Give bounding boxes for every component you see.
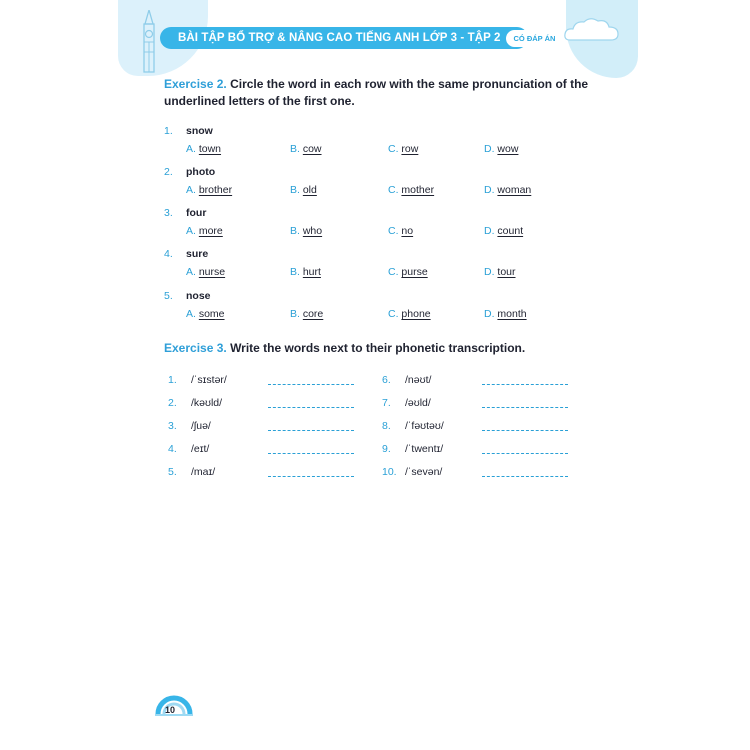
- option-d[interactable]: D. woman: [484, 184, 532, 196]
- option-a[interactable]: A. brother: [186, 184, 233, 196]
- phonetic-text: /eɪt/: [191, 443, 210, 455]
- option-c[interactable]: C. phone: [388, 308, 431, 320]
- option-b[interactable]: B. who: [290, 225, 323, 237]
- item-number: 9.: [382, 443, 391, 455]
- phonetic-text: /ˈsevən/: [405, 466, 443, 478]
- phonetic-text: /ˈsɪstər/: [191, 374, 227, 386]
- question-word: snow: [186, 125, 213, 137]
- exercise-2-heading: [164, 76, 604, 110]
- option-d[interactable]: D. wow: [484, 143, 519, 155]
- option-a[interactable]: A. nurse: [186, 266, 226, 278]
- exercise-3-instruction: Write the words next to their phonetic transcription.: [230, 341, 526, 355]
- answer-blank[interactable]: [482, 453, 568, 454]
- cloud-icon: [562, 14, 622, 44]
- item-number: 6.: [382, 374, 391, 386]
- answer-blank[interactable]: [268, 476, 354, 477]
- answer-blank[interactable]: [482, 384, 568, 385]
- question-number: 3.: [164, 207, 173, 219]
- answer-blank[interactable]: [482, 407, 568, 408]
- answer-blank[interactable]: [482, 476, 568, 477]
- phonetic-text: /kəʊld/: [191, 397, 223, 409]
- option-a[interactable]: A. more: [186, 225, 223, 237]
- phonetic-text: /ˈtwentɪ/: [405, 443, 444, 455]
- question-number: 2.: [164, 166, 173, 178]
- phonetic-text: /ʃuə/: [191, 420, 211, 432]
- exercise-2-instruction: Circle the word in each row with the same pronunciation of the underlined letters of the first one.: [164, 77, 589, 108]
- question-number: 5.: [164, 290, 173, 302]
- answer-blank[interactable]: [268, 384, 354, 385]
- phonetic-text: /nəʊt/: [405, 374, 432, 386]
- phonetic-text: /maɪ/: [191, 466, 216, 478]
- question-word: sure: [186, 248, 209, 260]
- option-d[interactable]: D. month: [484, 308, 527, 320]
- option-b[interactable]: B. old: [290, 184, 317, 196]
- item-number: 7.: [382, 397, 391, 409]
- exercise-3-label: Exercise 3.: [164, 341, 227, 355]
- item-number: 4.: [168, 443, 177, 455]
- phonetic-text: /əʊld/: [405, 397, 431, 409]
- answer-blank[interactable]: [482, 430, 568, 431]
- option-d[interactable]: D. count: [484, 225, 524, 237]
- answer-blank[interactable]: [268, 407, 354, 408]
- item-number: 1.: [168, 374, 177, 386]
- option-b[interactable]: B. core: [290, 308, 324, 320]
- answer-key-badge: CÓ ĐÁP ÁN: [506, 30, 562, 47]
- option-d[interactable]: D. tour: [484, 266, 516, 278]
- phonetic-text: /ˈfəʊtəʊ/: [405, 420, 444, 432]
- option-c[interactable]: C. mother: [388, 184, 435, 196]
- item-number: 3.: [168, 420, 177, 432]
- exercise-3-heading: [164, 340, 604, 357]
- option-a[interactable]: A. town: [186, 143, 222, 155]
- page-number: 10: [165, 705, 176, 715]
- item-number: 2.: [168, 397, 177, 409]
- book-title: BÀI TẬP BỔ TRỢ & NÂNG CAO TIẾNG ANH LỚP 3 - TẬP 2: [178, 32, 501, 44]
- option-b[interactable]: B. hurt: [290, 266, 321, 278]
- question-number: 1.: [164, 125, 173, 137]
- item-number: 10.: [382, 466, 397, 478]
- question-word: nose: [186, 290, 211, 302]
- option-c[interactable]: C. row: [388, 143, 419, 155]
- answer-blank[interactable]: [268, 453, 354, 454]
- question-word: four: [186, 207, 207, 219]
- option-c[interactable]: C. purse: [388, 266, 428, 278]
- option-b[interactable]: B. cow: [290, 143, 322, 155]
- question-word: photo: [186, 166, 216, 178]
- header-banner: [160, 27, 556, 49]
- exercise-2-label: Exercise 2.: [164, 77, 227, 91]
- page-number-badge: [155, 688, 193, 718]
- answer-blank[interactable]: [268, 430, 354, 431]
- option-a[interactable]: A. some: [186, 308, 225, 320]
- question-number: 4.: [164, 248, 173, 260]
- item-number: 8.: [382, 420, 391, 432]
- clock-tower-icon: [136, 10, 162, 74]
- option-c[interactable]: C. no: [388, 225, 414, 237]
- item-number: 5.: [168, 466, 177, 478]
